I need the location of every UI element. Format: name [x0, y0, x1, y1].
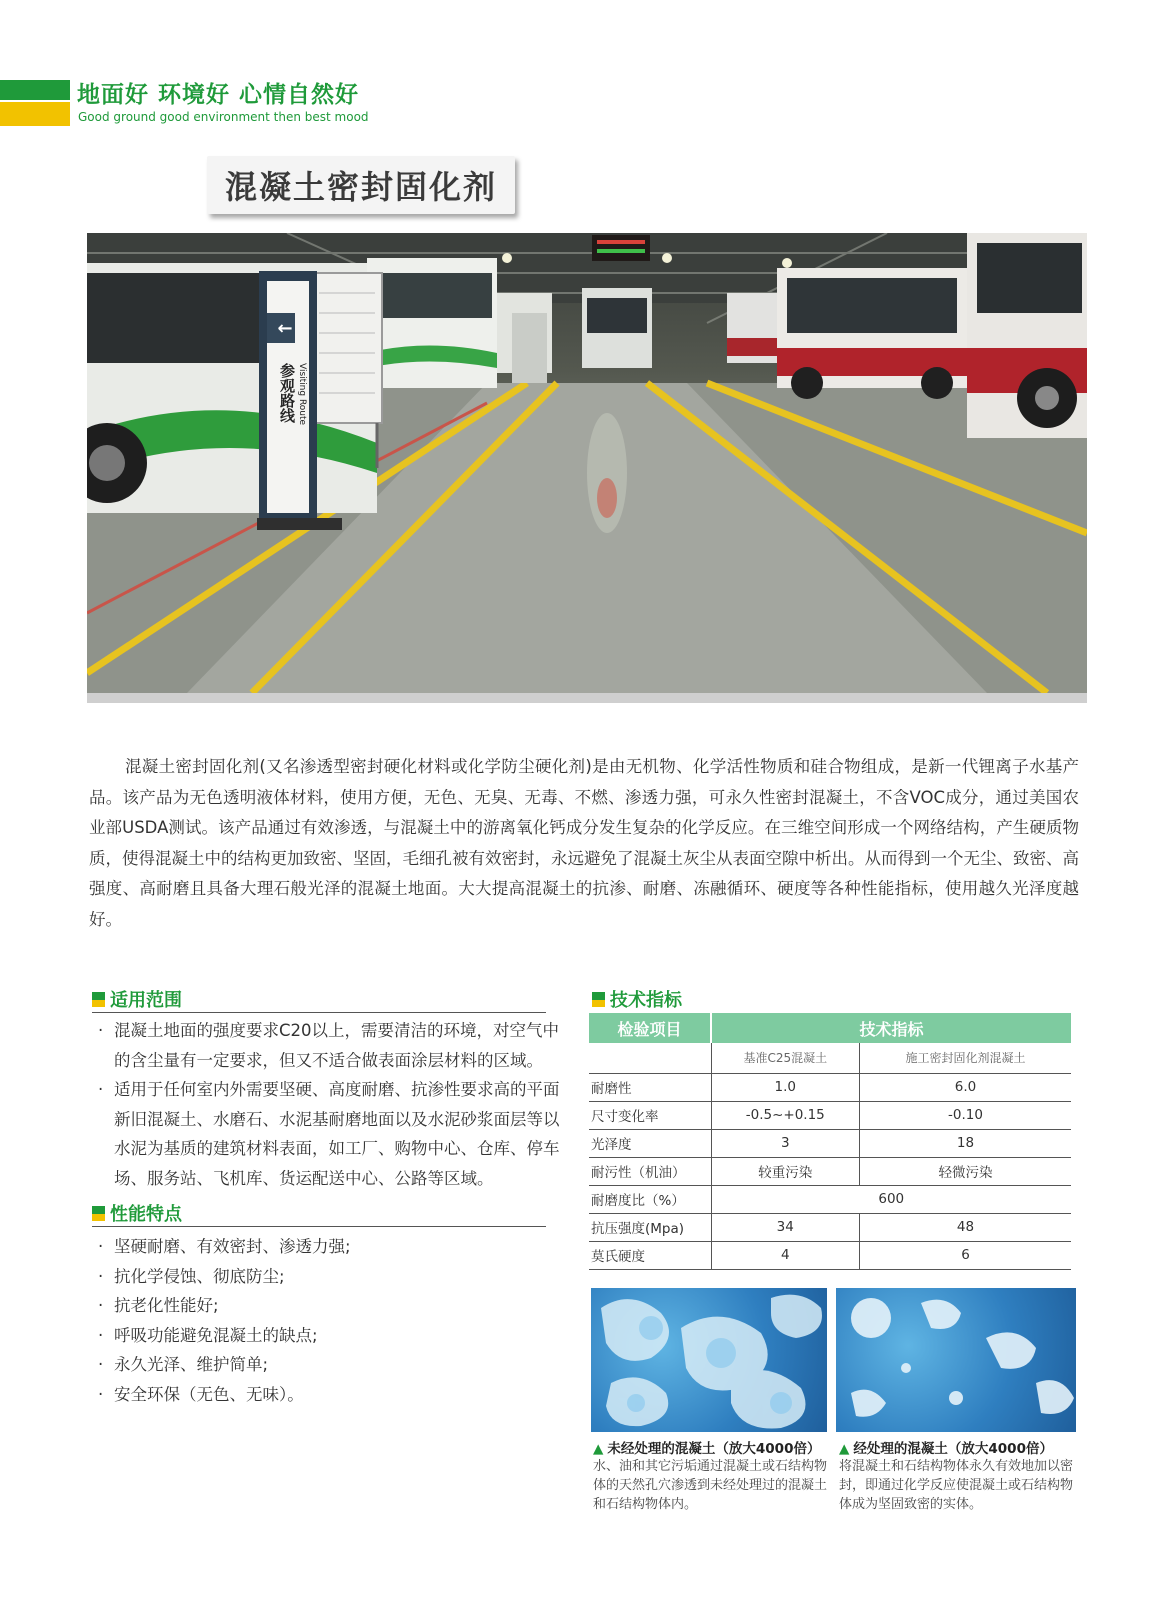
- features-heading: [92, 1200, 182, 1226]
- features-divider: [92, 1226, 546, 1227]
- photo-illustration: [87, 233, 1087, 693]
- table-row: [589, 1157, 1071, 1185]
- sub-header-treated: 施工密封固化剂混凝土: [860, 1043, 1071, 1073]
- triangle-icon: ▲: [839, 1441, 850, 1457]
- list-item: · 抗老化性能好;: [92, 1291, 562, 1321]
- table-subheader-row: [589, 1043, 1071, 1073]
- col-item-header: 检验项目: [589, 1013, 711, 1043]
- cell-baseline: 3: [711, 1129, 860, 1157]
- scope-heading: [92, 986, 182, 1012]
- list-item: · 安全环保（无色、无味）。: [92, 1380, 562, 1410]
- table-row: [589, 1129, 1071, 1157]
- list-item: · 永久光泽、维护简单;: [92, 1350, 562, 1380]
- row-label: 耐磨性: [589, 1073, 711, 1101]
- table-row: [589, 1101, 1071, 1129]
- row-label: 耐污性（机油）: [589, 1157, 711, 1185]
- slogan-chinese: 地面好 环境好 心情自然好: [77, 82, 360, 108]
- treated-caption-title: [839, 1437, 1053, 1457]
- empty-cell: [589, 1043, 711, 1073]
- features-list: [92, 1232, 562, 1409]
- cell-baseline: 4: [711, 1241, 860, 1269]
- treated-caption-body: 将混凝土和石结构物体永久有效地加以密封，即通过化学反应使混凝土或石结构物体成为坚固致密的实体。: [839, 1459, 1074, 1512]
- list-item: · 适用于任何室内外需要坚硬、高度耐磨、抗渗性要求高的平面新旧混凝土、水磨石、水泥基耐磨地面以及水泥砂浆面层等以水泥为基质的建筑材料表面，如工厂、购物中心、仓库、停车场、服务站、飞机库、货运配送中心、公路等区域。: [92, 1075, 562, 1193]
- untreated-caption-text: 未经处理的混凝土（放大4000倍）: [607, 1441, 821, 1457]
- cell-merged: 600: [711, 1185, 1071, 1213]
- cell-baseline: 34: [711, 1213, 860, 1241]
- triangle-icon: ▲: [593, 1441, 604, 1457]
- cell-baseline: 较重污染: [711, 1157, 860, 1185]
- specs-heading-text: 技术指标: [610, 990, 682, 1011]
- table-header-row: [589, 1013, 1071, 1043]
- untreated-caption-title: [593, 1437, 820, 1457]
- list-item: · 坚硬耐磨、有效密封、渗透力强;: [92, 1232, 562, 1262]
- col-spec-header: 技术指标: [711, 1013, 1071, 1043]
- header-yellow-bar: [0, 102, 70, 126]
- treated-micrograph-texture: [836, 1288, 1076, 1432]
- cell-treated: 6.0: [860, 1073, 1071, 1101]
- scope-heading-text: 适用范围: [110, 990, 182, 1011]
- cell-treated: 48: [860, 1213, 1071, 1241]
- specs-heading: [592, 986, 682, 1012]
- header-green-bar: [0, 80, 70, 100]
- cell-treated: -0.10: [860, 1101, 1071, 1129]
- list-item: · 混凝土地面的强度要求C20以上，需要清洁的环境，对空气中的含尘量有一定要求，但又不适合做表面涂层材料的区域。: [92, 1016, 562, 1075]
- features-heading-text: 性能特点: [110, 1204, 182, 1225]
- title-box: [207, 156, 515, 214]
- section-marker-icon: [92, 1206, 105, 1221]
- scope-list: [92, 1016, 562, 1193]
- section-marker-icon: [592, 992, 605, 1007]
- cell-baseline: -0.5~+0.15: [711, 1101, 860, 1129]
- intro-paragraph: 混凝土密封固化剂(又名渗透型密封硬化材料或化学防尘硬化剂)是由无机物、化学活性物质和硅合物组成，是新一代锂离子水基产品。该产品为无色透明液体材料，使用方便，无色、无臭、无毒、不燃、渗透力强，可永久性密封混凝土，不含VOC成分，通过美国农业部USDA测试。该产品通过有效渗透，与混凝土中的游离氧化钙成分发生复杂的化学反应。在三维空间形成一个网络结构，产生硬质物质，使得混凝土中的结构更加致密、坚固，毛细孔被有效密封，永远避免了混凝土灰尘从表面空隙中析出。从而得到一个无尘、致密、高强度、高耐磨且具备大理石般光泽的混凝土地面。大大提高混凝土的抗渗、耐磨、冻融循环、硬度等各种性能指标，使用越久光泽度越好。: [89, 757, 1079, 929]
- slogan-english: Good ground good environment then best mood: [78, 110, 369, 124]
- row-label: 耐磨度比（%）: [589, 1185, 711, 1213]
- table-row: [589, 1241, 1071, 1269]
- list-item: · 抗化学侵蚀、彻底防尘;: [92, 1262, 562, 1292]
- list-item: · 呼吸功能避免混凝土的缺点;: [92, 1321, 562, 1351]
- row-label: 光泽度: [589, 1129, 711, 1157]
- table-row: [589, 1073, 1071, 1101]
- scope-divider: [92, 1012, 546, 1013]
- untreated-caption-body: 水、油和其它污垢通过混凝土或石结构物体的天然孔穴渗透到未经处理过的混凝土和石结构物体内。: [593, 1459, 828, 1512]
- cell-treated: 轻微污染: [860, 1157, 1071, 1185]
- untreated-micrograph-texture: [591, 1288, 827, 1432]
- specs-table: [589, 1013, 1071, 1270]
- page-title: 混凝土密封固化剂: [224, 168, 497, 206]
- row-label: 尺寸变化率: [589, 1101, 711, 1129]
- table-row: [589, 1213, 1071, 1241]
- row-label: 抗压强度(Mpa): [589, 1213, 711, 1241]
- sign-label: 参观路线: [278, 363, 296, 423]
- treated-caption-text: 经处理的混凝土（放大4000倍）: [853, 1441, 1053, 1457]
- cell-treated: 18: [860, 1129, 1071, 1157]
- sign-label-english: Visiting Route: [297, 363, 307, 426]
- treated-micrograph: [836, 1288, 1076, 1432]
- cell-baseline: 1.0: [711, 1073, 860, 1101]
- table-row: [589, 1185, 1071, 1213]
- sign-arrow-icon: ←: [277, 318, 293, 339]
- cell-treated: 6: [860, 1241, 1071, 1269]
- sub-header-baseline: 基准C25混凝土: [711, 1043, 860, 1073]
- untreated-micrograph: [591, 1288, 827, 1432]
- row-label: 莫氏硬度: [589, 1241, 711, 1269]
- section-marker-icon: [92, 992, 105, 1007]
- factory-floor-photo: [87, 233, 1087, 703]
